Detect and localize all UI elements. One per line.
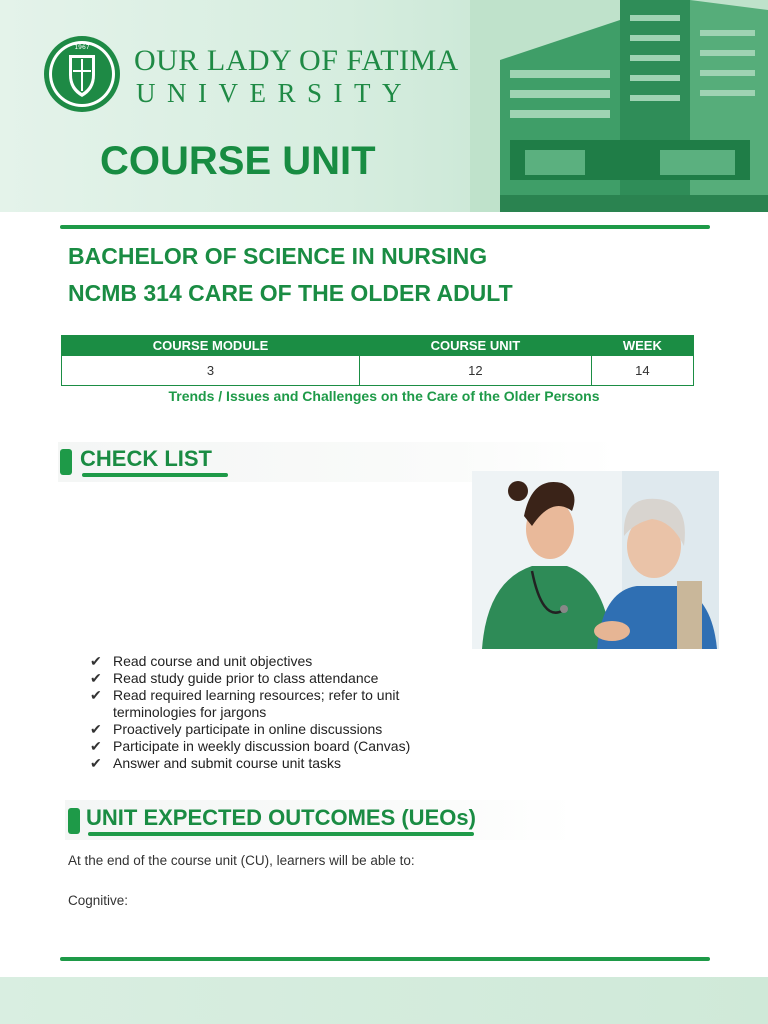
footer-band xyxy=(0,977,768,1024)
course-info-table xyxy=(61,335,694,386)
list-item xyxy=(90,670,420,687)
checklist-items xyxy=(90,653,420,772)
check-icon: ✔ xyxy=(90,687,102,703)
checklist-heading: CHECK LIST xyxy=(80,446,212,471)
university-name-line1: OUR LADY OF FATIMA xyxy=(134,44,459,77)
list-item xyxy=(90,653,420,670)
degree-title: BACHELOR OF SCIENCE IN NURSING xyxy=(68,243,488,269)
week-value: 14 xyxy=(591,356,693,386)
check-icon: ✔ xyxy=(90,721,102,737)
course-module-value: 3 xyxy=(62,356,360,386)
checklist-item-text: Answer and submit course unit tasks xyxy=(113,755,341,771)
ueo-domain-label: Cognitive: xyxy=(68,893,129,908)
list-item xyxy=(90,687,420,721)
unit-topic: Trends / Issues and Challenges on the Care of the Older Persons xyxy=(168,388,600,404)
header-banner xyxy=(0,0,768,212)
checklist-item-text: Proactively participate in online discussions xyxy=(113,721,383,737)
page-title: COURSE UNIT xyxy=(100,139,376,183)
checklist-item-text: Read study guide prior to class attendance xyxy=(113,670,379,686)
check-icon: ✔ xyxy=(90,653,102,669)
check-icon: ✔ xyxy=(90,738,102,754)
svg-text:1967: 1967 xyxy=(74,44,90,51)
nurse-and-elderly-patient-image xyxy=(472,471,719,649)
checklist-heading-underline xyxy=(82,473,228,477)
table-header-row xyxy=(62,336,694,356)
ueo-heading-bar xyxy=(68,808,80,834)
ueo-intro-text: At the end of the course unit (CU), learners will be able to: xyxy=(68,853,415,868)
campus-building-image xyxy=(470,0,768,212)
course-title: NCMB 314 CARE OF THE OLDER ADULT xyxy=(68,280,513,306)
check-icon: ✔ xyxy=(90,670,102,686)
university-name-line2: UNIVERSITY xyxy=(136,78,413,108)
checklist-item-text: Participate in weekly discussion board (Canvas) xyxy=(113,738,411,754)
table-header-course-module: COURSE MODULE xyxy=(62,336,360,356)
top-divider xyxy=(60,225,710,229)
check-icon: ✔ xyxy=(90,755,102,771)
course-unit-value: 12 xyxy=(360,356,592,386)
checklist-heading-bar xyxy=(60,449,72,475)
university-seal-icon xyxy=(43,35,121,113)
bottom-divider xyxy=(60,957,710,961)
table-header-course-unit: COURSE UNIT xyxy=(360,336,592,356)
table-row xyxy=(62,356,694,386)
table-header-week: WEEK xyxy=(591,336,693,356)
ueo-heading: UNIT EXPECTED OUTCOMES (UEOs) xyxy=(86,805,476,830)
ueo-heading-underline xyxy=(88,832,474,836)
list-item xyxy=(90,755,420,772)
list-item xyxy=(90,738,420,755)
checklist-item-text: Read course and unit objectives xyxy=(113,653,313,669)
list-item xyxy=(90,721,420,738)
checklist-item-text: Read required learning resources; refer to unit terminologies for jargons xyxy=(113,687,400,720)
